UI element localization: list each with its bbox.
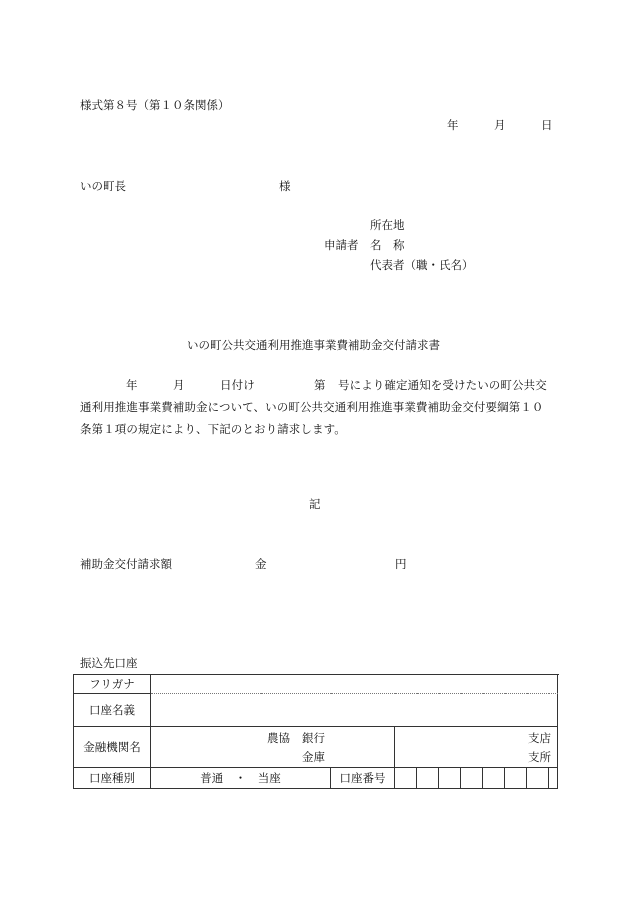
body-dated: 日付け [220,378,255,392]
recipient-name: いの町長 [80,179,126,193]
nokyo-label: 農協 [267,731,290,745]
furigana-row [74,675,558,694]
account-digit-box[interactable] [505,768,527,789]
kinko-label: 金庫 [302,750,325,764]
account-name-field[interactable] [151,694,558,727]
institution-row [74,727,558,768]
amount-yen: 円 [395,557,407,571]
furigana-field[interactable] [151,675,558,694]
account-number-label: 口座番号 [331,768,395,789]
document-title: いの町公共交通利用推進事業費補助金交付請求書 [187,338,440,352]
account-table [73,674,558,789]
account-digit-box[interactable] [527,768,549,789]
account-heading: 振込先口座 [80,656,138,670]
account-digit-box[interactable] [395,768,417,789]
applicant-label: 申請者 [324,238,359,252]
applicant-address-label: 所在地 [370,218,405,232]
account-digit-box[interactable] [549,768,558,789]
institution-label: 金融機関名 [74,727,151,768]
ki-heading: 記 [309,497,321,511]
body-line-1 [80,374,555,396]
shiten-label: 支店 [528,731,551,745]
date-day-label: 日 [541,118,553,132]
bank-label: 銀行 [302,731,325,745]
account-name-row [74,694,558,727]
branch-name-field[interactable] [395,727,558,768]
account-digit-box[interactable] [483,768,505,789]
account-digit-box[interactable] [417,768,439,789]
account-type-options[interactable]: 普通 ・ 当座 [151,768,331,789]
body-year: 年 [126,378,138,392]
body-paragraph [80,374,555,440]
recipient-honorific: 様 [279,179,291,193]
body-dai: 第 [314,378,326,392]
bank-name-field[interactable] [151,727,395,768]
date-month-label: 月 [494,118,506,132]
body-line-3: 条第１項の規定により、下記のとおり請求します。 [80,422,346,436]
body-line-1-rest: 号により確定通知を受けたいの町公共交 [338,378,547,392]
account-type-row [74,768,558,789]
shisho-label: 支所 [528,750,551,764]
date-year-label: 年 [447,118,459,132]
body-month: 月 [173,378,185,392]
body-line-2: 通利用推進事業費補助金について、いの町公共交通利用推進事業費補助金交付要綱第１０ [80,400,544,414]
applicant-name-label: 名 称 [370,238,405,252]
account-type-label: 口座種別 [74,768,151,789]
applicant-representative-label: 代表者（職・氏名） [370,258,474,272]
account-digit-box[interactable] [439,768,461,789]
account-name-label: 口座名義 [74,694,151,727]
form-number: 様式第８号（第１０条関係） [80,98,230,112]
amount-label: 補助金交付請求額 [80,557,172,571]
account-digit-box[interactable] [461,768,483,789]
amount-kin: 金 [255,557,267,571]
furigana-label: フリガナ [74,675,151,694]
